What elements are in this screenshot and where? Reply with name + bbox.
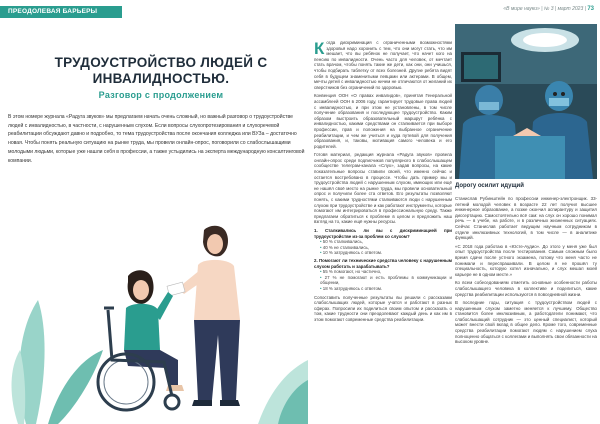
surgery-photo [455, 24, 597, 179]
journal-name: «В мире науки» | № 3 | март 2023 | [503, 6, 586, 12]
page-number: 73 [587, 6, 594, 12]
paragraph: Конвенция ООН «О правах инвалидов», принятая Генеральной ассамблеей ООН в 2006 году, гарантирует трудовые права людей с инвалидностью, и при этом не установлены, в том числе получение образования и последующее трудоустройство. Каким образом выстроить образовательный маршрут ребёнка с инвалидностью, какими средствами он сталкивается при выборе профессии, прав и положения на выбранное ограничение реабилитации, и чем же учиться и куда путевой для получения образования, и, таковы, мотивация самого человека и его родителей. [314, 93, 452, 149]
paragraph: Готовя материал, редакция журнала «Радуга звуков» провела онлайн-опрос среди подписчиков популярного в слабослышащем сообществе телеграм-канала «Слух», задав вопросы, на какие показательные вопросы ставили своей, что именно сейчас и остается востребовано в процессе. Чтобы дать пример мы и трудоустройства людей с нарушенным слухом, имеющих или ещё не нашёл своё место на рынке труда, мы провели основательный опрос и получили более ста ответов. Его результаты позволяют понять, с какими трудностями сталкиваются люди с нарушенным слухом при трудоустройстве и как работают инструменты, которые помогают им интегрироваться в профессиональную среду. Также предлагаем обратиться к проблеме в целом и предложить наш взгляд на то, какие ещё нужны ресурсы. [314, 152, 452, 225]
wheelchair-illustration [8, 210, 308, 424]
survey-answer: • 27 % не помогают и есть проблемы в коммуникации и общении, [320, 275, 452, 286]
paragraph [314, 40, 452, 90]
survey-answer: • 10 % затрудняюсь с ответом. [320, 250, 452, 256]
survey-answer: • 18 % затрудняюсь с ответом. [320, 286, 452, 292]
photo-caption: Дорогу осилит идущий [455, 183, 524, 189]
article-title: ТРУДОУСТРОЙСТВО ЛЮДЕЙ С ИНВАЛИДНОСТЬЮ. [54, 55, 268, 86]
surgical-drape [495, 136, 565, 179]
paragraph: Сопоставить полученные результаты вы решили с рассказами слабослышащих людей, которые учатся и работают в разных сферах. Попросили их поделиться своим опытом и рассказать о том, какие трудности они преодолевают каждый день и как им в этом помогают современные средства реабилитации. [314, 294, 452, 322]
survey-answers-2 [314, 269, 452, 291]
article-lead: В этом номере журнала «Радуга звуков» мы предлагаем начать очень сложный, но важный разговор о трудоустройстве людей с инвалидностью, в частности, с нарушенным слухом. Если вопросы слухопротезирования и слухоречевой реабилитации обсуждают давно и подробно, то тема трудоустройства после окончания колледжа или ВУЗа – достаточно новая. Чтобы понять реальную ситуацию на рынке труда, мы провели онлайн-опрос, поговорили со слабослышащими молодыми людьми, которые уже нашли себя в профессии, а также устыдились на эксперта международную консалтинговой компании. [8, 114, 305, 164]
journal-header [503, 6, 594, 12]
paragraph: Станислав Рубинштейн по профессии инженер-электронщик. 33-летний молодой человек в возрасте 22 лет получил высшее инженерное образование, а позже окончил аспирантуру и защитил диссертацию. Самостоятельно всё сам: на слух он хорошо понимал речь — в учебе, на работе, и в различных жизненных ситуациях. Сейчас Станислав работает ведущим научным сотрудником в отделе инклюзивных технологий, в том числе — в аналитике функций. [455, 196, 597, 241]
paragraph: Ко всем собеседованиям отметить основные особенности работы слабослышащего человека в коллективе и поделиться, какие средства реабилитации используются в повседневной жизни. [455, 280, 597, 297]
paragraph: «С 2018 года работаю в «Юсте-Аудио». До этого у меня уже был опыт трудоустройства после тестирования. Самым сложным было время сдачи после устного экзамена, потому что меня часто не понимали и переспрашивали. В целом я не прошёл ту специальность, которую хотел изначально, и слух мешал моей карьере не в одном месте.» [455, 243, 597, 277]
section-bar [0, 6, 122, 18]
survey-question-1: 1. Сталкивались ли вы с дискриминацией при трудоустройстве из-за проблем со слухом? [314, 228, 452, 239]
survey-answers-1 [314, 239, 452, 256]
survey-question-2: 2. Помогают ли технические средства человеку с нарушенным слухом работать и зарабатывать? [314, 257, 452, 269]
column-1 [314, 40, 452, 326]
survey-answer: • 50 % сталкивались, [320, 239, 452, 245]
paragraph: В последние годы, ситуация с трудоустройством людей с нарушенным слухом заметно меняется к лучшему. Общество становится более инклюзивным, а работодатели понимают, что слабослышащий сотрудник — это ценный специалист, который может внести свой вклад в общее дело. Кроме того, современные средства реабилитации помогают людям с нарушением слуха полноценно общаться с коллегами и выполнять свои обязанности на высоком уровне. [455, 300, 597, 345]
survey-answer: • 40 % не сталкивались, [320, 245, 452, 251]
column-3 [455, 196, 597, 348]
survey-answer: • 55 % помогают, но частично, [320, 269, 452, 275]
article-subtitle: Разговор с продолжением [98, 90, 224, 100]
drop-cap: К [314, 39, 325, 58]
section-label: ПРЕОДОЛЕВАЯ БАРЬЕРЫ [8, 8, 98, 15]
paragraph-text: огда дискриминация с ограниченными возможностями здоровья надо хоронить с тем, что они могут стать, что им мешает, что вы ребёнок не получает, что начет кого на пенсию по инвалидности. Очень часто для человек, от мечтает стать врачом, чтобы понять такие же дети, как они, они учишься, чтобы подбирать таблетку от всех болезней. Другие ребята видят себя в будущем знаменитыми певцами или актерами. В общем, мечты детей с инвалидностью ничем не отличаются от желаний их сверстников без ограничений по здоровью. [314, 40, 452, 90]
